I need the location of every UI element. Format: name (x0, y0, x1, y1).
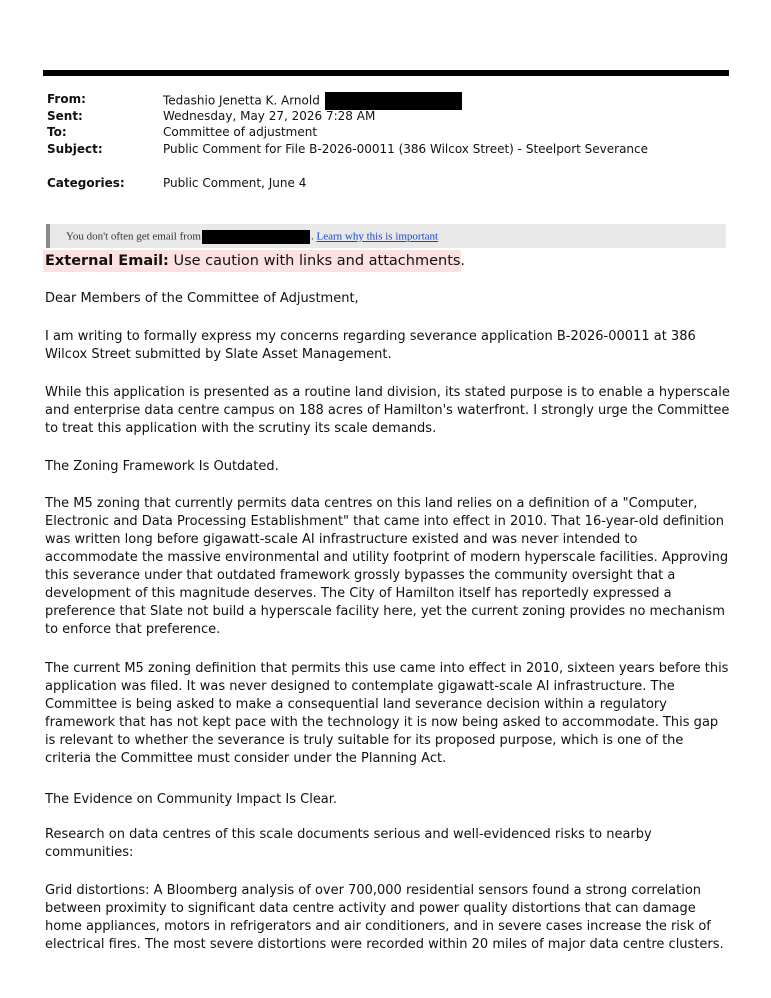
redacted-sender-email (325, 92, 462, 110)
paragraph-4: The current M5 zoning definition that permits this use came into effect in 2010, sixteen years before this application was filed. It was never designed to contemplate gigawatt-scale AI infrastructure. The Committee is being asked to make a consequential land severance decision within a regulatory framework that has not kept pace with the technology it is now being asked to accommodate. This gap is relevant to whether the severance is truly suitable for its proposed purpose, which is one of the criteria the Committee must consider under the Planning Act. (45, 661, 729, 766)
paragraph-2: While this application is presented as a routine land division, its stated purpose is to enable a hyperscale and enterprise data centre campus on 188 acres of Hamilton's waterfront. I strongly urge the Committee to treat this application with the scrutiny its scale demands. (45, 385, 730, 436)
paragraph-2-wrap (45, 384, 731, 438)
redacted-email (202, 230, 310, 244)
paragraph-4-wrap (45, 660, 731, 768)
paragraph-3: The M5 zoning that currently permits data centres on this land relies on a definition of a "Computer, Electronic and Data Processing Establishment" that came into effect in 2010. That 16-year-old definition was written long before gigawatt-scale AI infrastructure existed and was never intended to accommodate the massive environmental and utility footprint of modern hyperscale facilities. Approving this severance under that outdated framework grossly bypasses the community oversight that a development of this magnitude deserves. The City of Hamilton itself has reportedly expressed a preference that Slate not build a hyperscale facility here, yet the current zoning provides no mechanism to enforce that preference. (45, 496, 729, 637)
sender-name: Tedashio Jenetta K. Arnold (163, 93, 320, 108)
notice-text: You don't often get email from (66, 230, 201, 243)
sent-value: Wednesday, May 27, 2026 7:28 AM (163, 109, 376, 123)
paragraph-1-wrap (45, 328, 731, 364)
paragraph-3-wrap (45, 495, 731, 639)
external-email-warning (43, 250, 466, 272)
categories-value: Public Comment, June 4 (163, 176, 307, 190)
categories-label: Categories: (47, 176, 125, 190)
section-heading-zoning: The Zoning Framework Is Outdated. (45, 459, 279, 474)
notice-text-line: You don't often get email from . Learn why this is important (66, 230, 439, 243)
paragraph-6-wrap (45, 882, 731, 954)
paragraph-5: Research on data centres of this scale documents serious and well-evidenced risks to nearby communities: (45, 827, 652, 860)
subject-label: Subject: (47, 142, 103, 156)
to-value[interactable]: Committee of adjustment (163, 125, 318, 139)
from-label: From: (47, 92, 86, 106)
from-value[interactable] (163, 92, 462, 110)
header-divider (43, 70, 729, 76)
section-heading-evidence: The Evidence on Community Impact Is Clear. (45, 792, 338, 807)
heading-1-wrap (45, 458, 731, 476)
heading-2-wrap (45, 791, 731, 809)
to-label: To: (47, 125, 67, 139)
email-body (45, 290, 731, 308)
paragraph-1: I am writing to formally express my concerns regarding severance application B-2026-00011 at 386 Wilcox Street submitted by Slate Asset Management. (45, 329, 696, 362)
external-email-label: External Email: (45, 253, 169, 269)
paragraph-5-wrap (45, 826, 731, 862)
salutation: Dear Members of the Committee of Adjustment, (45, 291, 359, 306)
external-email-text: Use caution with links and attachments. (168, 253, 466, 269)
sent-label: Sent: (47, 109, 83, 123)
learn-why-link[interactable]: Learn why this is important (316, 230, 439, 243)
subject-value: Public Comment for File B-2026-00011 (386 Wilcox Street) - Steelport Severance (163, 142, 649, 156)
paragraph-6: Grid distortions: A Bloomberg analysis of over 700,000 residential sensors found a strong correlation between proximity to significant data centre activity and power quality distortions that can damage home appliances, motors in refrigerators and air conditioners, and in severe cases increase the risk of electrical fires. The most severe distortions were recorded within 20 miles of major data centre clusters. (45, 883, 724, 952)
sender-notice-banner (46, 224, 726, 248)
